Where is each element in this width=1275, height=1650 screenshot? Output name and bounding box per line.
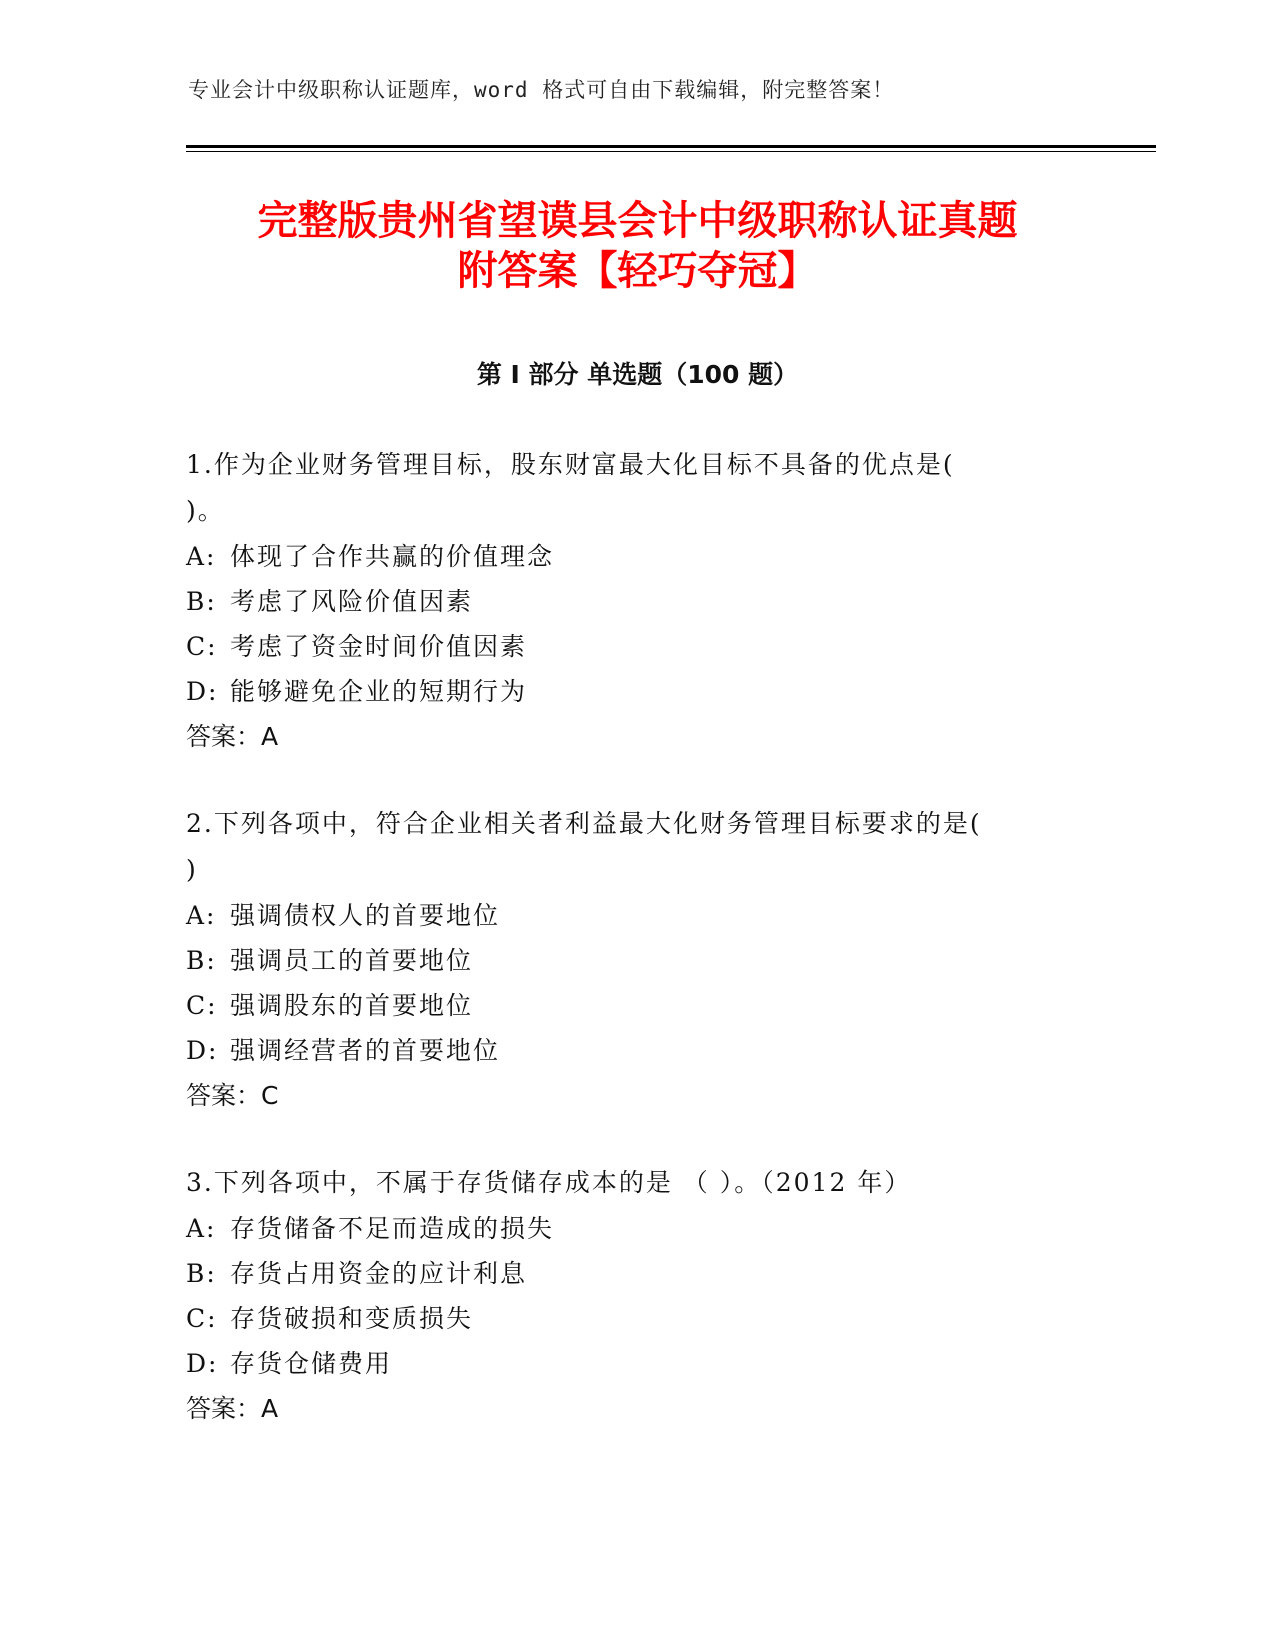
option-key: D: <box>186 1036 219 1065</box>
option-key: D: <box>186 677 219 706</box>
option-b <box>186 579 1066 624</box>
answer: 答案：A <box>186 722 279 751</box>
option-text: 存货仓储费用 <box>230 1349 393 1378</box>
option-text: 考虑了资金时间价值因素 <box>230 632 528 661</box>
question-text <box>186 801 1066 893</box>
option-key: A: <box>186 542 217 571</box>
document-title-line-2: 附答案【轻巧夺冠】 <box>457 248 818 294</box>
option-text: 强调经营者的首要地位 <box>230 1036 501 1065</box>
option-key: B: <box>186 1259 217 1288</box>
question-list <box>186 442 1066 1473</box>
option-key: B: <box>186 946 217 975</box>
option-text: 强调债权人的首要地位 <box>230 901 501 930</box>
answer: 答案：C <box>186 1081 279 1110</box>
question-3 <box>186 1160 1066 1432</box>
option-key: A: <box>186 1214 217 1243</box>
option-d <box>186 1028 1066 1073</box>
option-c <box>186 983 1066 1028</box>
option-a <box>186 893 1066 938</box>
option-text: 体现了合作共赢的价值理念 <box>230 542 555 571</box>
option-key: A: <box>186 901 217 930</box>
option-d <box>186 669 1066 714</box>
question-text-line: ) <box>186 855 198 884</box>
option-text: 强调股东的首要地位 <box>230 991 474 1020</box>
option-key: D: <box>186 1349 219 1378</box>
option-c <box>186 1296 1066 1341</box>
question-text-line: 3.下列各项中，不属于存货储存成本的是 （ ）。（2012 年） <box>186 1168 912 1197</box>
option-key: C: <box>186 991 218 1020</box>
option-c <box>186 624 1066 669</box>
document-title-line-1: 完整版贵州省望谟县会计中级职称认证真题 <box>257 198 1018 244</box>
header-rule-thin <box>186 151 1156 152</box>
answer: 答案：A <box>186 1394 279 1423</box>
option-text: 存货破损和变质损失 <box>230 1304 474 1333</box>
option-text: 存货占用资金的应计利息 <box>230 1259 528 1288</box>
section-heading: 第 I 部分 单选题（100 题） <box>476 360 799 389</box>
question-text-line: 2.下列各项中，符合企业相关者利益最大化财务管理目标要求的是( <box>186 809 982 838</box>
option-b <box>186 1251 1066 1296</box>
question-text <box>186 1160 1066 1206</box>
question-text <box>186 442 1066 534</box>
option-key: C: <box>186 632 218 661</box>
option-a <box>186 534 1066 579</box>
option-text: 能够避免企业的短期行为 <box>230 677 528 706</box>
question-1 <box>186 442 1066 760</box>
option-b <box>186 938 1066 983</box>
document-title <box>100 196 1175 296</box>
header-rule-thick <box>186 145 1156 148</box>
option-text: 存货储备不足而造成的损失 <box>230 1214 555 1243</box>
question-text-line: )。 <box>186 496 225 525</box>
question-text-line: 1.作为企业财务管理目标，股东财富最大化目标不具备的优点是( <box>186 450 955 479</box>
option-key: C: <box>186 1304 218 1333</box>
header-note: 专业会计中级职称认证题库，word 格式可自由下载编辑，附完整答案！ <box>188 78 895 102</box>
option-key: B: <box>186 587 217 616</box>
option-a <box>186 1206 1066 1251</box>
option-text: 强调员工的首要地位 <box>230 946 474 975</box>
option-d <box>186 1341 1066 1386</box>
question-2 <box>186 801 1066 1119</box>
option-text: 考虑了风险价值因素 <box>230 587 474 616</box>
